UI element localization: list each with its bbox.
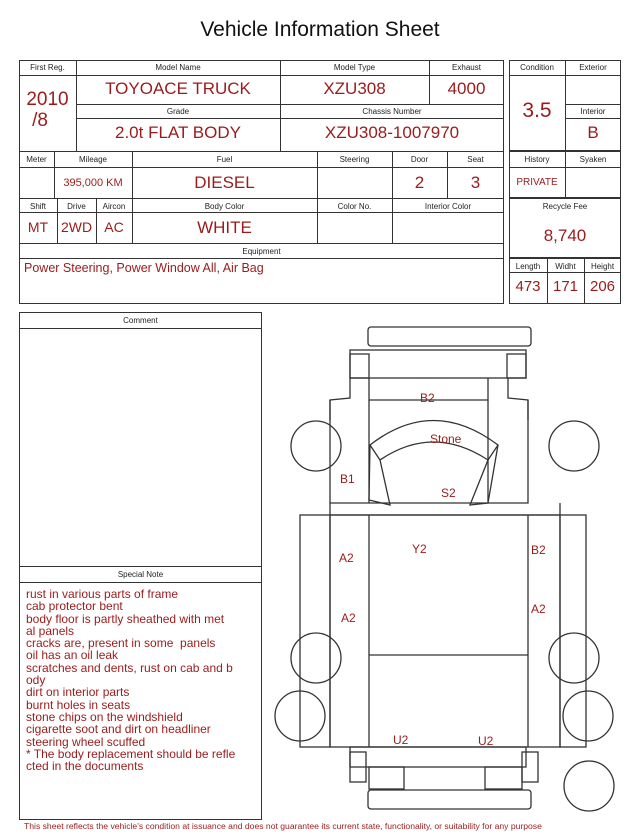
special-note-line: body floor is partly sheathed with met	[26, 611, 225, 626]
equipment-label: Equipment	[242, 247, 281, 256]
syaken-label: Syaken	[579, 155, 607, 164]
recycle-fee-value: 8,740	[543, 226, 587, 245]
length-label: Length	[515, 262, 541, 271]
special-note-line: * The body replacement should be refle	[26, 746, 236, 761]
special-notes-list	[26, 588, 235, 772]
comment-label: Comment	[123, 316, 158, 325]
condition-value: 3.5	[522, 99, 552, 122]
fuel-label: Fuel	[216, 155, 233, 164]
exterior-label: Exterior	[579, 63, 607, 72]
condition-label: Condition	[520, 63, 554, 72]
page-title: Vehicle Information Sheet	[200, 18, 440, 41]
aircon-label: Aircon	[102, 202, 126, 211]
color-no-label: Color No.	[337, 202, 372, 211]
model-name-label: Model Name	[155, 63, 201, 72]
aircon-value: AC	[104, 219, 124, 235]
damage-mark-bed-right-mid: A2	[531, 602, 546, 616]
history-value: PRIVATE	[516, 177, 558, 188]
interior-value: B	[587, 123, 599, 142]
body-color-label: Body Color	[204, 202, 245, 211]
damage-mark-cab-left: B1	[340, 472, 355, 486]
steering-label: Steering	[339, 155, 370, 164]
model-type-label: Model Type	[333, 63, 376, 72]
grade-label: Grade	[166, 107, 190, 116]
fuel-value: DIESEL	[194, 173, 255, 192]
damage-mark-cab-front: B2	[420, 391, 435, 405]
damage-mark-cab-floor: S2	[441, 486, 456, 500]
height-label: Height	[590, 262, 615, 271]
special-note-line: rust in various parts of frame	[26, 587, 179, 601]
damage-mark-windshield: Stone	[430, 432, 462, 446]
door-value: 2	[414, 173, 425, 192]
exhaust-label: Exhaust	[452, 63, 481, 72]
chassis-number-label: Chassis Number	[362, 107, 422, 116]
door-label: Door	[410, 155, 429, 164]
damage-mark-bed-right-front: B2	[531, 543, 546, 557]
meter-label: Meter	[26, 155, 47, 164]
grade-value: 2.0t FLAT BODY	[115, 123, 241, 142]
special-note-line: cted in the documents	[26, 759, 144, 774]
special-note-label: Special Note	[117, 570, 164, 579]
seat-label: Seat	[467, 155, 484, 164]
special-note-line: cab protector bent	[26, 599, 123, 614]
model-type-value: XZU308	[323, 79, 386, 98]
first-reg-month: /8	[32, 110, 48, 131]
model-name-value: TOYOACE TRUCK	[105, 79, 251, 98]
recycle-fee-label: Recycle Fee	[542, 202, 588, 211]
equipment-value: Power Steering, Power Window All, Air Bag	[24, 261, 264, 275]
damage-mark-tail-left: U2	[393, 733, 409, 747]
truck-damage-diagram	[270, 320, 630, 820]
exhaust-value: 4000	[447, 79, 486, 98]
special-note-line: steering wheel scuffed	[26, 734, 146, 749]
width-label: Widht	[555, 262, 576, 271]
seat-value: 3	[470, 173, 481, 192]
damage-mark-bed-center: Y2	[412, 542, 427, 556]
special-note-line: dirt on interior parts	[26, 685, 130, 700]
shift-value: MT	[27, 219, 49, 235]
special-note-line: oil has an oil leak	[26, 648, 119, 663]
special-note-line: scratches and dents, rust on cab and b	[26, 660, 233, 675]
body-color-value: WHITE	[197, 218, 252, 237]
chassis-number-value: XZU308-1007970	[324, 123, 460, 142]
shift-label: Shift	[29, 202, 46, 211]
interior-color-label: Interior Color	[424, 202, 472, 211]
history-label: History	[524, 155, 550, 164]
damage-mark-bed-left-rear: A2	[341, 611, 356, 625]
special-note-line: cigarette soot and dirt on headliner	[26, 722, 211, 737]
special-note-line: stone chips on the windshield	[26, 709, 183, 724]
disclaimer-footer: This sheet reflects the vehicle's condition at issuance and does not guarantee its current state, functionality, or suitability for any purpose	[24, 821, 542, 831]
drive-value: 2WD	[60, 219, 93, 235]
special-note-line: ody	[26, 673, 46, 688]
first-reg-year: 2010	[26, 89, 69, 110]
special-note-line: cracks are, present in some panels	[26, 636, 216, 651]
length-value: 473	[515, 278, 541, 295]
damage-mark-tail-right: U2	[478, 734, 494, 748]
height-value: 206	[589, 278, 616, 295]
special-note-line: burnt holes in seats	[26, 697, 131, 712]
damage-mark-bed-left-front: A2	[339, 551, 354, 565]
mileage-label: Mileage	[78, 155, 107, 164]
special-note-line: al panels	[26, 623, 75, 638]
mileage-value: 395,000 KM	[63, 177, 123, 189]
width-value: 171	[552, 278, 579, 295]
drive-label: Drive	[67, 202, 86, 211]
first-reg-label: First Reg.	[30, 63, 65, 72]
interior-label: Interior	[580, 107, 606, 116]
